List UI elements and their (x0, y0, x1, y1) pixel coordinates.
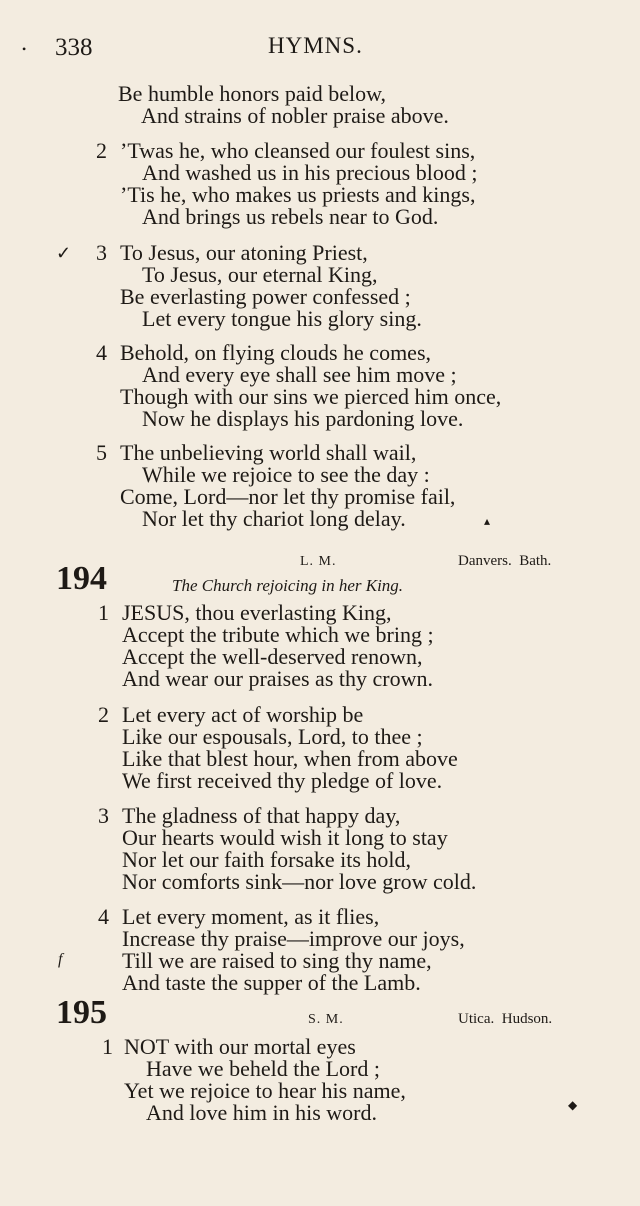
verse-number: 4 (96, 340, 107, 365)
pencil-mark-icon: ✓ (56, 243, 72, 263)
tune-names: Utica. Hudson. (458, 1011, 553, 1027)
hymn-number: 194 (56, 560, 107, 597)
ink-speck: ▴ (484, 514, 491, 528)
continuation-line: And strains of nobler praise above. (141, 103, 449, 128)
hymn-number: 195 (56, 994, 107, 1031)
verse-line: Nor let thy chariot long delay. (142, 506, 406, 531)
verse-number: 1 (98, 600, 109, 625)
meter-label: S. M. (308, 1012, 344, 1027)
verse-line: Increase thy praise—improve our joys, (122, 926, 465, 951)
verse-line: Yet we rejoice to hear his name, (124, 1078, 406, 1103)
verse-line: And taste the supper of the Lamb. (122, 970, 421, 995)
meter-label: L. M. (300, 554, 337, 569)
verse-line: While we rejoice to see the day : (142, 462, 430, 487)
page-title: HYMNS. (268, 33, 363, 58)
verse-number: 2 (96, 138, 107, 163)
verse-line: And wear our praises as thy crown. (122, 666, 433, 691)
verse-line: Though with our sins we pierced him once, (120, 384, 502, 409)
tune-names: Danvers. Bath. (458, 553, 552, 569)
verse-line: Let every act of worship be (122, 702, 364, 727)
verse-line: Be everlasting power confessed ; (120, 284, 411, 309)
verse-line: The unbelieving world shall wail, (120, 440, 417, 465)
verse-line: Let every moment, as it flies, (122, 904, 380, 929)
verse-line: ’Twas he, who cleansed our foulest sins, (120, 138, 476, 163)
verse-line: To Jesus, our atoning Priest, (120, 240, 368, 265)
verse-line: To Jesus, our eternal King, (142, 262, 378, 287)
verse-line: Till we are raised to sing thy name, (122, 948, 432, 973)
verse-line: Let every tongue his glory sing. (142, 306, 422, 331)
verse-number: 4 (98, 904, 109, 929)
verse-line: Behold, on flying clouds he comes, (120, 340, 432, 365)
continuation-line: Be humble honors paid below, (118, 81, 387, 106)
ink-speck: ◆ (568, 1098, 578, 1112)
dynamic-mark: f (58, 951, 63, 968)
margin-dot: • (22, 42, 27, 56)
verse-number: 3 (96, 240, 107, 265)
verse-line: And every eye shall see him move ; (142, 362, 457, 387)
verse-line: Like that blest hour, when from above (122, 746, 458, 771)
verse-line: Now he displays his pardoning love. (142, 406, 464, 431)
verse-line: Have we beheld the Lord ; (146, 1056, 380, 1081)
verse-line: Come, Lord—nor let thy promise fail, (120, 484, 456, 509)
verse-line: And love him in his word. (146, 1100, 377, 1125)
page-number: 338 (55, 34, 93, 61)
verse-line: Accept the tribute which we bring ; (122, 622, 434, 647)
verse-number: 5 (96, 440, 107, 465)
verse-line: NOT with our mortal eyes (124, 1034, 356, 1059)
verse-line: ’Tis he, who makes us priests and kings, (120, 182, 476, 207)
verse-number: 2 (98, 702, 109, 727)
verse-line: We first received thy pledge of love. (122, 768, 443, 793)
verse-line: Our hearts would wish it long to stay (122, 825, 448, 850)
verse-number: 3 (98, 803, 109, 828)
verse-line: JESUS, thou everlasting King, (122, 600, 392, 625)
verse-line: Accept the well-deserved renown, (122, 644, 423, 669)
verse-line: Like our espousals, Lord, to thee ; (122, 724, 423, 749)
verse-line: Nor let our faith forsake its hold, (122, 847, 411, 872)
verse-line: And washed us in his precious blood ; (142, 160, 478, 185)
verse-number: 1 (102, 1034, 113, 1059)
verse-line: And brings us rebels near to God. (142, 204, 439, 229)
verse-line: Nor comforts sink—nor love grow cold. (122, 869, 477, 894)
hymn-subtitle: The Church rejoicing in her King. (172, 576, 404, 595)
verse-line: The gladness of that happy day, (122, 803, 401, 828)
